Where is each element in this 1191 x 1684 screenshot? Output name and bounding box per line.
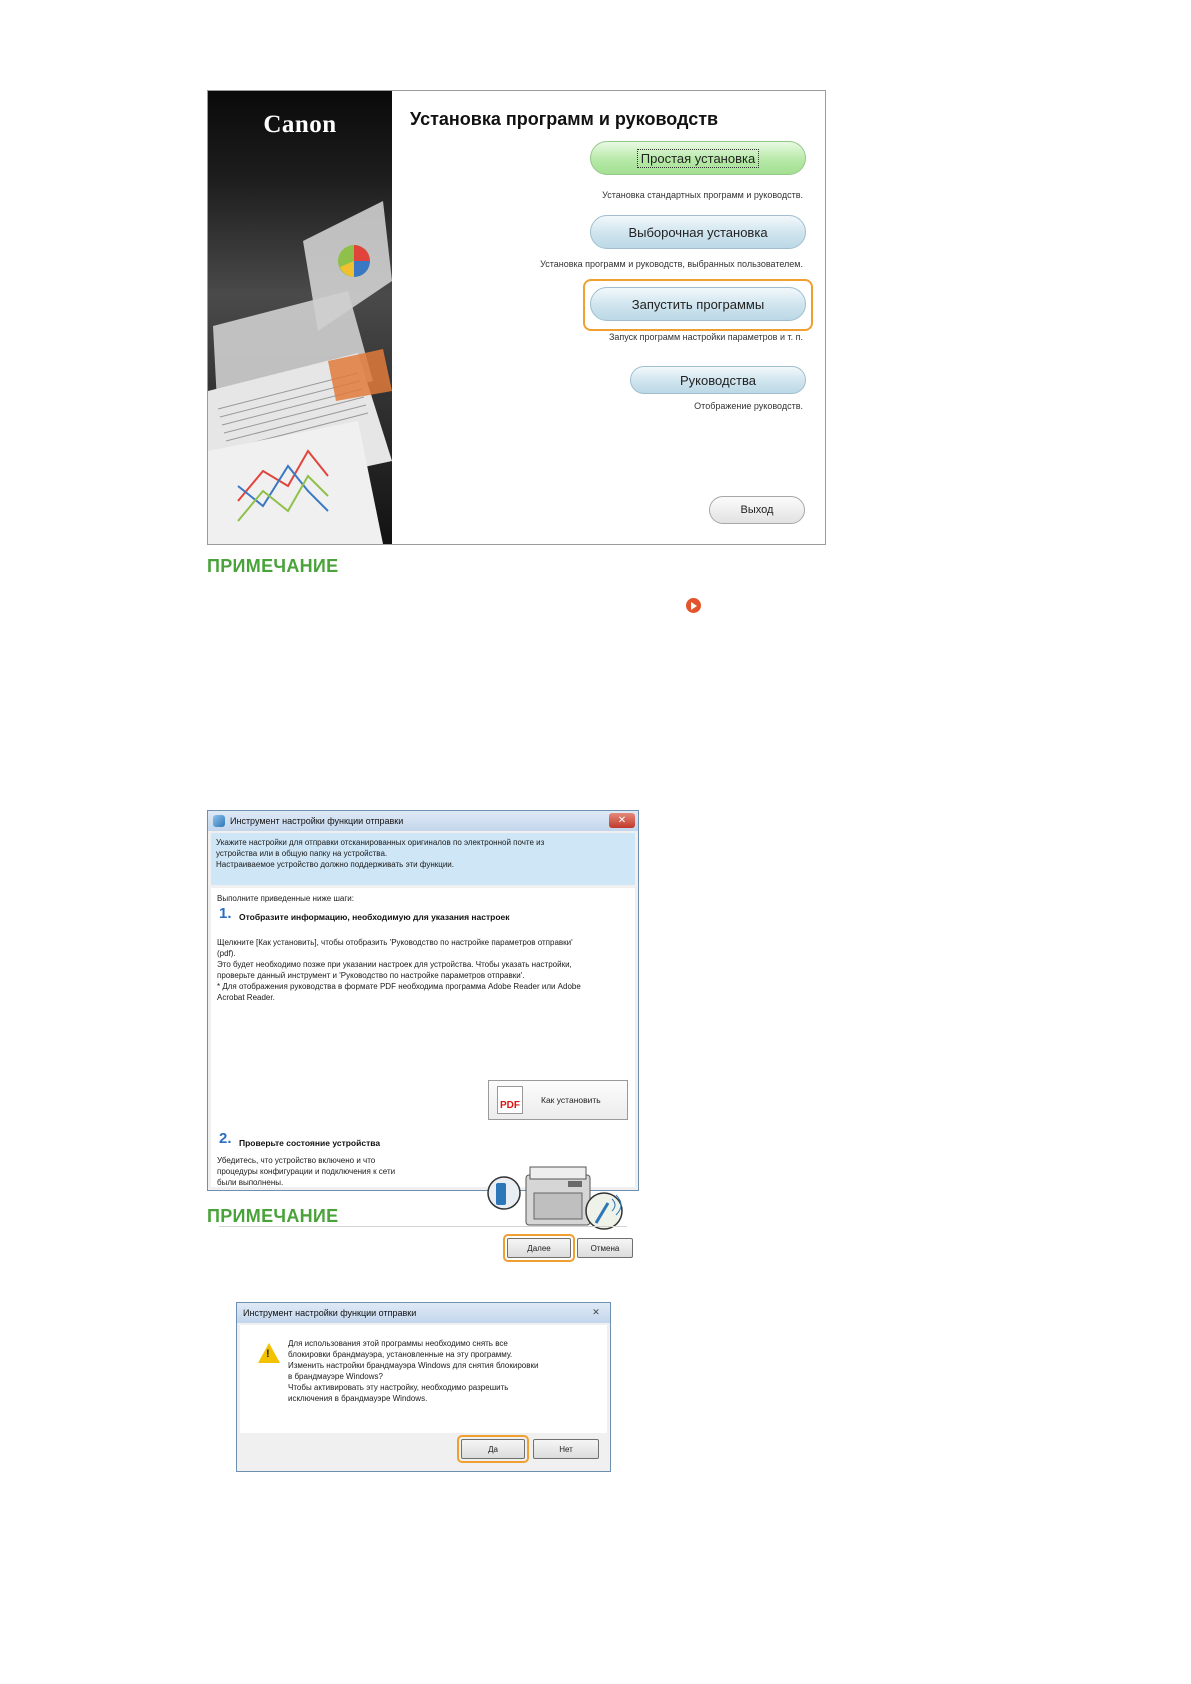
- firewall-line-3: Изменить настройки брандмауэра Windows для снятия блокировки: [288, 1361, 539, 1370]
- instructions-text: Выполните приведенные ниже шаги:: [217, 894, 354, 903]
- manuals-label: Руководства: [680, 372, 756, 388]
- step2-title: Проверьте состояние устройства: [239, 1138, 381, 1148]
- firewall-line-1: Для использования этой программы необходимо снять все: [288, 1339, 508, 1348]
- step1-line-3: Это будет необходимо позже при указании настроек для устройства. Чтобы указать настройки,: [217, 960, 572, 969]
- run-programs-label: Запустить программы: [631, 296, 765, 312]
- firewall-message: [288, 1338, 608, 1404]
- how-to-set-button[interactable]: [488, 1080, 628, 1120]
- run-programs-desc: Запуск программ настройки параметров и т. п.: [608, 332, 803, 342]
- step2-text: [217, 1155, 437, 1188]
- step2-line-1: Убедитесь, что устройство включено и что: [217, 1156, 376, 1165]
- step2-line-2: процедуры конфигурации и подключения к сети: [217, 1167, 396, 1176]
- close-icon[interactable]: ✕: [609, 813, 635, 828]
- step2-number: 2.: [219, 1130, 232, 1147]
- step1-line-6: Acrobat Reader.: [217, 993, 275, 1002]
- canon-logo: Canon: [263, 111, 337, 138]
- next-button[interactable]: Далее: [507, 1238, 571, 1258]
- send-setup-info: [211, 833, 635, 885]
- easy-install-button[interactable]: [590, 141, 806, 175]
- send-setup-title: Инструмент настройки функции отправки: [230, 816, 404, 826]
- note-heading-2: ПРИМЕЧАНИЕ: [207, 1206, 339, 1226]
- close-icon[interactable]: ✕: [592, 1307, 600, 1317]
- firewall-line-5: Чтобы активировать эту настройку, необходимо разрешить: [288, 1383, 509, 1392]
- custom-install-desc: Установка программ и руководств, выбранных пользователем.: [540, 259, 803, 269]
- firewall-body: [240, 1325, 607, 1433]
- firewall-line-4: в брандмауэре Windows?: [288, 1372, 383, 1381]
- printer-network-illustration: [486, 1153, 631, 1243]
- step1-line-5: * Для отображения руководства в формате PDF необходима программа Adobe Reader или Adobe: [217, 982, 581, 991]
- installer-side-banner: [208, 91, 392, 544]
- firewall-titlebar: [237, 1303, 610, 1323]
- yes-button[interactable]: Да: [461, 1439, 525, 1459]
- info-line-1: Укажите настройки для отправки отсканированных оригиналов по электронной почте из: [216, 838, 545, 847]
- custom-install-button[interactable]: [590, 215, 806, 249]
- note-heading-1: ПРИМЕЧАНИЕ: [207, 556, 339, 576]
- installer-window: [207, 90, 826, 545]
- app-icon: [213, 815, 225, 827]
- step2-line-3: были выполнены.: [217, 1178, 284, 1187]
- run-programs-button[interactable]: [590, 287, 806, 321]
- firewall-line-6: исключения в брандмауэре Windows.: [288, 1394, 428, 1403]
- firewall-dialog: [236, 1302, 611, 1472]
- easy-install-desc: Установка стандартных программ и руководств.: [602, 190, 803, 200]
- step1-line-1: Щелкните [Как установить], чтобы отобразить 'Руководство по настройке параметров отправки': [217, 938, 573, 947]
- documents-illustration: [208, 91, 392, 544]
- how-to-set-label: Как установить: [541, 1095, 601, 1105]
- info-line-3: Настраиваемое устройство должно поддерживать эти функции.: [216, 860, 454, 869]
- manuals-desc: Отображение руководств.: [694, 401, 803, 411]
- step1-line-2: (pdf).: [217, 949, 236, 958]
- step1-title: Отобразите информацию, необходимую для указания настроек: [239, 912, 510, 922]
- warning-icon: !: [258, 1343, 280, 1363]
- easy-install-label: Простая установка: [637, 149, 759, 168]
- step1-line-4: проверьте данный инструмент и 'Руководство по настройке параметров отправки'.: [217, 971, 525, 980]
- pdf-icon: PDF: [497, 1086, 523, 1114]
- link-arrow-icon[interactable]: [686, 598, 701, 613]
- installer-title: Установка программ и руководств: [410, 109, 719, 129]
- step1-number: 1.: [219, 905, 232, 922]
- send-setup-titlebar: [208, 811, 638, 831]
- exit-button[interactable]: Выход: [709, 496, 805, 524]
- firewall-title: Инструмент настройки функции отправки: [243, 1308, 417, 1318]
- cancel-button[interactable]: Отмена: [577, 1238, 633, 1258]
- no-button[interactable]: Нет: [533, 1439, 599, 1459]
- firewall-line-2: блокировки брандмауэра, установленные на эту программу.: [288, 1350, 513, 1359]
- manuals-button[interactable]: [630, 366, 806, 394]
- step1-text: [217, 937, 627, 1003]
- info-line-2: устройства или в общую папку на устройства.: [216, 849, 388, 858]
- custom-install-label: Выборочная установка: [628, 224, 768, 240]
